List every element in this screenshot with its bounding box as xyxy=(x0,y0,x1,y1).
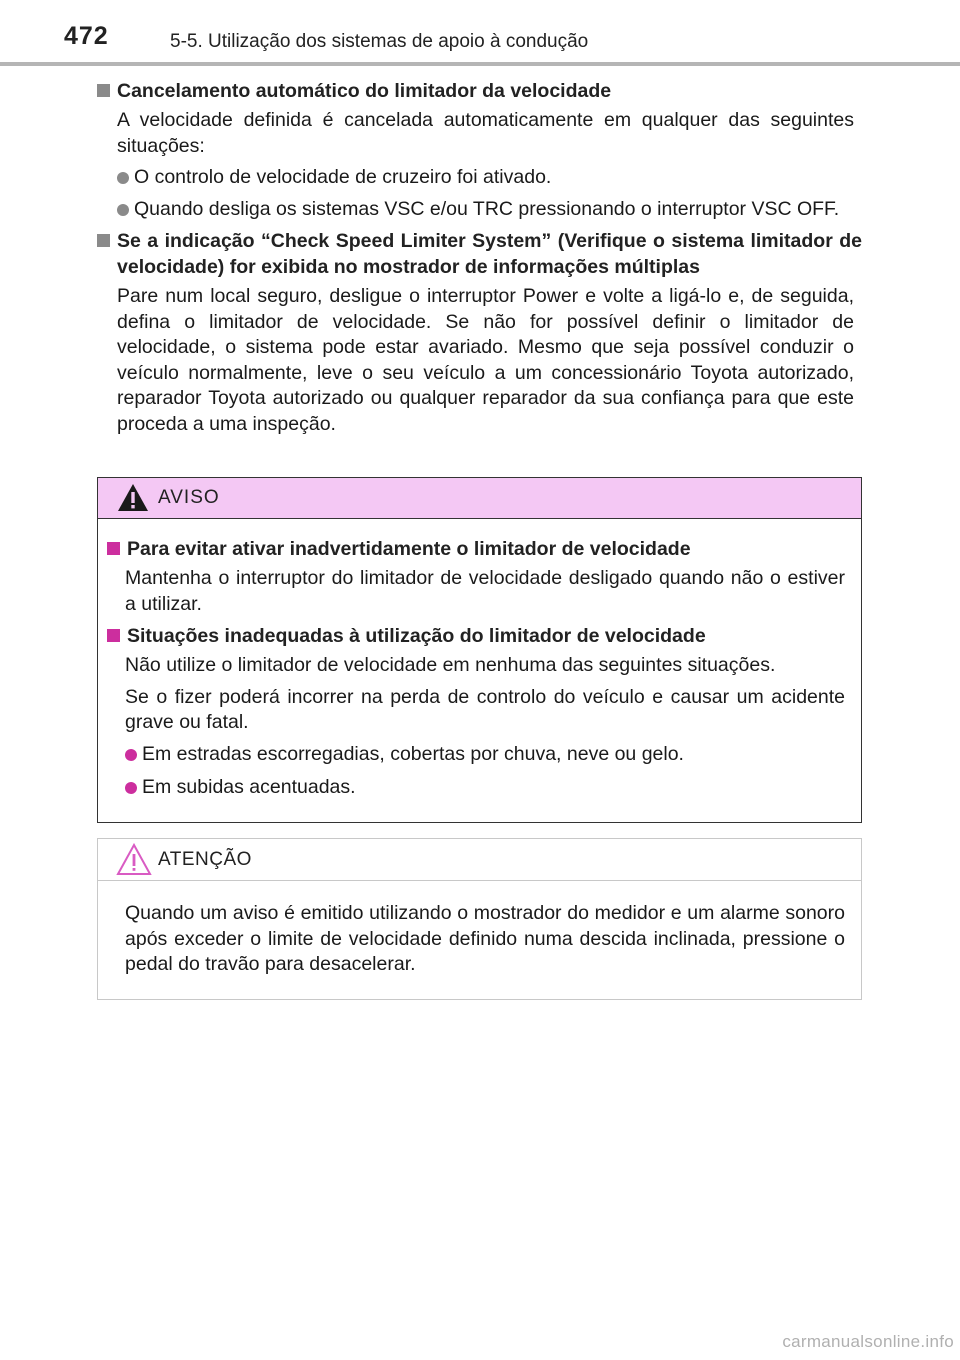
paragraph: A velocidade definida é cancelada automaticamente em qualquer das seguintes situações: xyxy=(117,109,854,157)
caution-label: ATENÇÃO xyxy=(158,849,252,870)
warning-item-heading-text: Para evitar ativar inadvertidamente o limitador de velocidade xyxy=(127,538,691,560)
paragraph: Mantenha o interruptor do limitador de velocidade desligado quando não o estiver a utilizar. xyxy=(125,567,845,615)
watermark: carmanualsonline.info xyxy=(782,1332,954,1351)
list-item-text: Em estradas escorregadias, cobertas por chuva, neve ou gelo. xyxy=(142,742,684,765)
warning-box xyxy=(97,477,862,823)
paragraph: Quando um aviso é emitido utilizando o mostrador do medidor e um alarme sonoro após exceder o limite de velocidade definido numa descida inclinada, pressione o pedal do travão para desacelerar. xyxy=(125,902,845,975)
paragraph: Não utilize o limitador de velocidade em nenhuma das seguintes situações. xyxy=(125,654,776,676)
section-heading xyxy=(97,228,862,280)
paragraph: Pare num local seguro, desligue o interruptor Power e volte a ligá-lo e, de seguida, defina o limitador de velocidade. Se não for possível definir o limitador de velocidade, o sistema pode estar avariado. Mesmo que seja possível conduzir o veículo normalmente, leve o seu veículo a um concessionário Toyota autorizado, reparador Toyota autorizado ou qualquer reparador da sua confiança para que este proceda a uma inspeção. xyxy=(117,285,854,435)
list-item-text: Em subidas acentuadas. xyxy=(142,776,356,798)
list-item xyxy=(125,742,847,768)
square-bullet-icon xyxy=(107,542,120,555)
list-item xyxy=(125,775,847,801)
list-item xyxy=(117,197,862,223)
warning-triangle-icon xyxy=(116,482,150,514)
round-bullet-icon xyxy=(117,204,129,216)
caution-header xyxy=(98,839,861,881)
square-bullet-icon xyxy=(97,234,110,247)
header-divider xyxy=(0,62,960,66)
round-bullet-icon xyxy=(117,172,129,184)
list-item xyxy=(117,165,862,191)
page-number: 472 xyxy=(64,22,109,50)
warning-label: AVISO xyxy=(158,487,220,508)
section-heading-text: Cancelamento automático do limitador da velocidade xyxy=(117,80,612,102)
paragraph: Se o fizer poderá incorrer na perda de controlo do veículo e causar um acidente grave ou fatal. xyxy=(125,685,845,733)
square-bullet-icon xyxy=(97,84,110,97)
round-bullet-icon xyxy=(125,749,137,761)
section-title: 5-5. Utilização dos sistemas de apoio à condução xyxy=(170,31,589,52)
warning-header xyxy=(98,478,861,519)
section-heading-text: Se a indicação “Check Speed Limiter System” (Verifique o sistema limitador de velocidade) for exibida no mostrador de informações múltiplas xyxy=(117,230,862,278)
list-item-text: Quando desliga os sistemas VSC e/ou TRC pressionando o interruptor VSC OFF. xyxy=(134,197,840,220)
warning-item-heading-text: Situações inadequadas à utilização do limitador de velocidade xyxy=(127,625,706,647)
main-content xyxy=(97,78,862,437)
caution-triangle-icon xyxy=(116,843,152,877)
warning-item-heading xyxy=(107,623,847,649)
round-bullet-icon xyxy=(125,782,137,794)
section-heading xyxy=(97,78,862,104)
caution-box xyxy=(97,838,862,1000)
square-bullet-icon xyxy=(107,629,120,642)
list-item-text: O controlo de velocidade de cruzeiro foi ativado. xyxy=(134,166,552,188)
page-header xyxy=(0,0,960,66)
warning-item-heading xyxy=(107,536,847,562)
